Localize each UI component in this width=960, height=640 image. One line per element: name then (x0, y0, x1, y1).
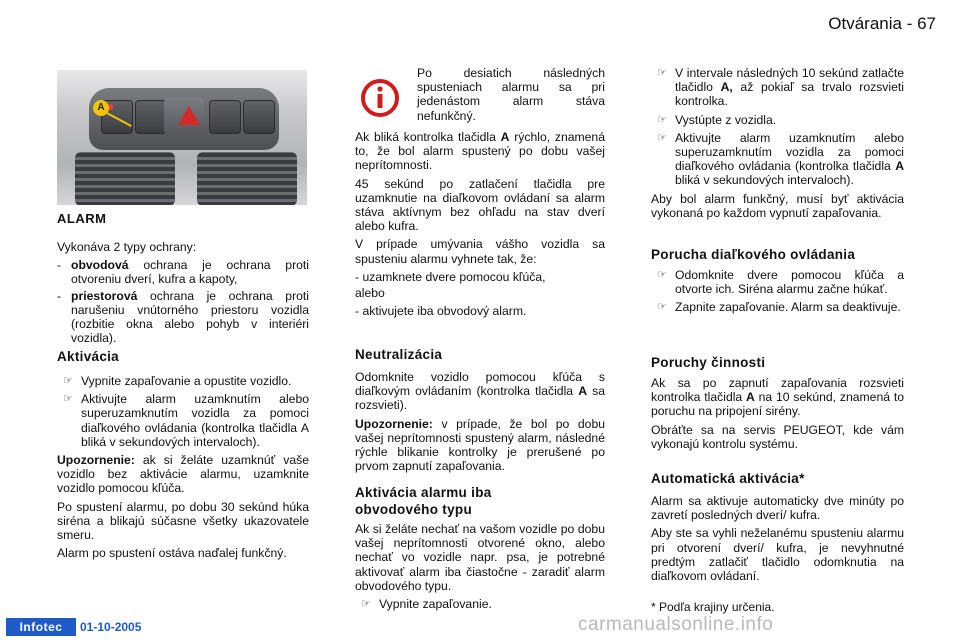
intro-text: Vykonáva 2 typy ochrany: (57, 240, 197, 254)
body-text: Alarm po spustení ostáva naďalej funkčný. (57, 546, 287, 561)
footnote: * Podľa krajiny určenia. (651, 600, 775, 614)
pointing-hand-icon: ☞ (657, 269, 667, 281)
watermark: carmanualsonline.info (578, 614, 774, 635)
alarm-button-photo (57, 70, 307, 205)
pointing-hand-icon: ☞ (63, 375, 73, 387)
list-item: - priestorová ochrana je ochrana proti narušeniu vnútorného priestoru vozidla (rozbitie okna alebo pohyb v interiéri vozidla). (57, 288, 309, 346)
list-item: ☞ Vystúpte z vozidla. (651, 113, 904, 127)
list-item: ☞ Aktivujte alarm uzamknutím alebo superuzamknutím vozidla za pomoci diaľkového ovládania (kontrolka tlačidla A bliká v sekundových intervaloch). (651, 131, 904, 188)
section-heading-auto-activation: Automatická aktivácia* (651, 471, 805, 486)
body-text: Alarm sa aktivuje automaticky dve minúty po zavretí posledných dverí/ kufra. (651, 494, 904, 523)
body-text: Odomknite vozidlo pomocou kľúča s diaľkovým ovládaním (kontrolka tlačidla A sa rozsvieti). (355, 370, 605, 413)
switch-button (209, 100, 241, 134)
body-text: Aby bol alarm funkčný, musí byť aktivácia vykonaná po každom vypnutí zapaľovania. (651, 191, 904, 220)
list-item: ☞ V intervale následných 10 sekúnd zatlačte tlačidlo A, až pokiaľ sa trvalo rozsvieti kontrolka. (651, 66, 904, 109)
pointing-hand-icon: ☞ (657, 67, 667, 79)
list-item: ☞ Vypnite zapaľovanie. (355, 597, 605, 611)
switch-button (243, 100, 275, 134)
section-heading-neutralization: Neutralizácia (355, 347, 443, 362)
body-text: Ak bliká kontrolka tlačidla A rýchlo, znamená to, že bol alarm spustený po dobu vašej neprítomnosti. (355, 130, 605, 173)
lock-button (135, 100, 167, 134)
pointing-hand-icon: ☞ (657, 113, 667, 126)
info-icon (358, 78, 404, 118)
callout-label: A (93, 100, 109, 116)
pointing-hand-icon: ☞ (657, 301, 667, 314)
section-heading-perimeter: Aktivácia alarmu iba obvodového typu (355, 485, 492, 517)
section-heading-remote-fault: Porucha diaľkového ovládania (651, 247, 856, 262)
body-text: 45 sekúnd po zatlačení tlačidla pre uzamknutie na diaľkovom ovládaní sa alarm stáva aktívnym bez ohľadu na stav dverí alebo kufra. (355, 176, 605, 234)
infotec-logo: Infotec (6, 618, 76, 636)
body-text: Aby ste sa vyhli neželanému spusteniu alarmu pri otvorení dverí/ kufra, je nevyhnutné predtým zatlačiť tlačidlo odomknutia na diaľkovom ovládaní. (651, 526, 904, 584)
footer-date: 01-10-2005 (80, 620, 142, 634)
air-vent (75, 152, 175, 205)
body-text: Ak si želáte nechať na vašom vozidle po dobu vašej neprítomnosti otvorené okno, alebo nechať vo vozidle napr. psa, je potrebné aktivovať alarm iba čiastočne - zaradiť alarm obvodového typu. (355, 522, 605, 593)
list-item: ☞ Odomknite dvere pomocou kľúča a otvorte ich. Siréna alarmu začne húkať. (651, 268, 904, 296)
warning-text: Upozornenie: v prípade, že bol po dobu vašej neprítomnosti spustený alarm, následné rýchle blikanie kontrolky je prerušené po prvom zapnutí zapaľovania. (355, 416, 605, 474)
hazard-triangle-icon (178, 106, 200, 125)
list-item: ☞ Aktivujte alarm uzamknutím alebo superuzamknutím vozidla za pomoci diaľkového ovládania (kontrolka tlačidla A bliká v sekundových intervaloch). (57, 392, 309, 449)
info-note: Po desiatich následných spusteniach alarmu sa pri jedenástom alarm stáva nefunkčný. (417, 66, 605, 123)
pointing-hand-icon: ☞ (657, 131, 667, 144)
option-text: - aktivujete iba obvodový alarm. (355, 304, 527, 319)
body-text: Po spustení alarmu, po dobu 30 sekúnd húka siréna a blikajú súčasne všetky ukazovatele smeru. (57, 499, 309, 543)
list-item: ☞ Zapnite zapaľovanie. Alarm sa deaktivuje. (651, 300, 904, 314)
option-text: alebo (355, 286, 385, 301)
air-vent (197, 152, 297, 205)
list-item: ☞ Vypnite zapaľovanie a opustite vozidlo. (57, 374, 309, 388)
body-text: Obráťte sa na servis PEUGEOT, kde vám vykonajú kontrolu systému. (651, 422, 904, 451)
body-text: Ak sa po zapnutí zapaľovania rozsvieti kontrolka tlačidla A na 10 sekúnd, znamená to poruchu na pripojení sirény. (651, 376, 904, 419)
section-heading-activation: Aktivácia (57, 349, 119, 364)
page-title: Otvárania - 67 (828, 14, 936, 33)
body-text: V prípade umývania vášho vozidla sa spusteniu alarmu vyhnete tak, že: (355, 237, 605, 266)
option-text: - uzamknete dvere pomocou kľúča, (355, 269, 546, 284)
pointing-hand-icon: ☞ (63, 393, 73, 406)
list-item: - obvodová ochrana je ochrana proti otvoreniu dverí, kufra a kapoty, (57, 258, 309, 287)
section-heading-alarm: ALARM (57, 211, 107, 226)
section-heading-malfunction: Poruchy činnosti (651, 355, 766, 370)
warning-text: Upozornenie: ak si želáte uzamknúť vaše vozidlo bez aktivácie alarmu, uzamknite vozidlo pomocou kľúča. (57, 453, 309, 496)
pointing-hand-icon: ☞ (361, 598, 371, 611)
